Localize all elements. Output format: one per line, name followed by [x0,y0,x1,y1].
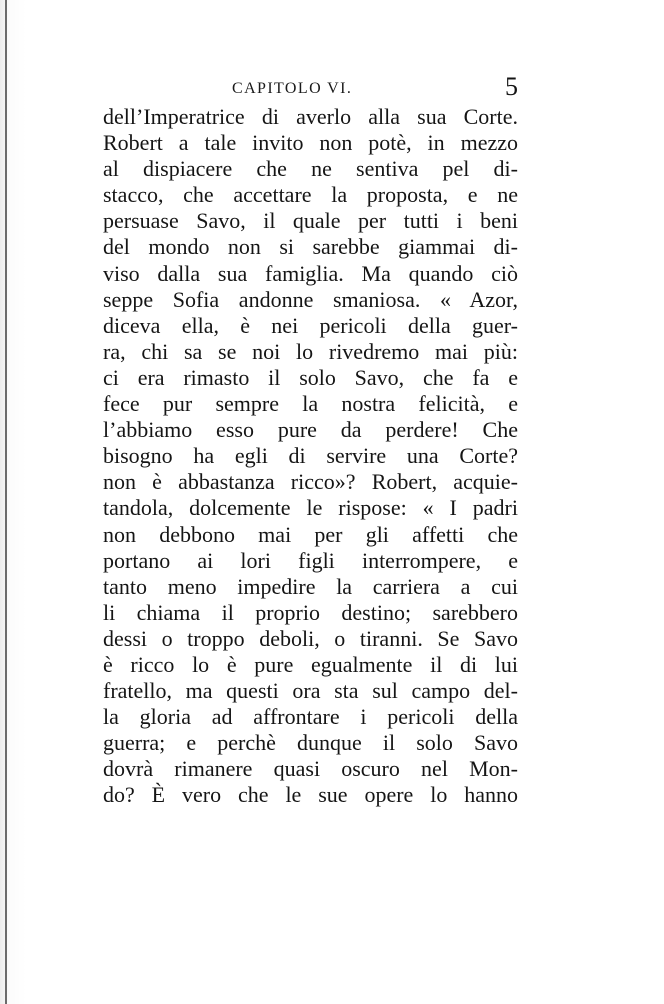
body-text [103,104,518,809]
text-line: li chiama il proprio destino; sarebbero [103,599,518,625]
text-line: del mondo non si sarebbe giammai di- [103,234,518,260]
text-line: diceva ella, è nei pericoli della guer- [103,312,518,338]
page-number: 5 [505,72,518,101]
text-line: bisogno ha egli di servire una Corte? [103,443,518,469]
text-line: dessi o troppo deboli, o tiranni. Se Savo [103,625,518,651]
text-line: fratello, ma questi ora sta sul campo del- [103,678,518,704]
text-line: persuase Savo, il quale per tutti i beni [103,208,518,234]
text-line: portano ai lori figli interrompere, e [103,547,518,573]
text-line: l’abbiamo esso pure da perdere! Che [103,417,518,443]
text-line: stacco, che accettare la proposta, e ne [103,182,518,208]
text-line: la gloria ad affrontare i pericoli della [103,704,518,730]
text-line: non debbono mai per gli affetti che [103,521,518,547]
text-line: Robert a tale invito non potè, in mezzo [103,130,518,156]
text-line: dell’Imperatrice di averlo alla sua Corte. [103,104,518,129]
text-line: tandola, dolcemente le rispose: « I padri [103,495,518,521]
chapter-title: CAPITOLO VI. [232,80,353,97]
running-head [104,74,518,102]
text-line: non è abbastanza ricco»? Robert, acquie- [103,469,518,495]
text-line: guerra; e perchè dunque il solo Savo [103,730,518,756]
text-line: è ricco lo è pure egualmente il di lui [103,651,518,677]
text-line: seppe Sofia andonne smaniosa. « Azor, [103,286,518,312]
text-line: ra, chi sa se noi lo rivedremo mai più: [103,338,518,364]
text-line: viso dalla sua famiglia. Ma quando ciò [103,260,518,286]
binding-edge [5,0,7,1004]
text-line: al dispiacere che ne sentiva pel di- [103,156,518,182]
text-line: do? È vero che le sue opere lo hanno [103,782,518,808]
text-line: tanto meno impedire la carriera a cui [103,573,518,599]
text-line: fece pur sempre la nostra felicità, e [103,391,518,417]
text-line: ci era rimasto il solo Savo, che fa e [103,364,518,390]
text-line: dovrà rimanere quasi oscuro nel Mon- [103,756,518,782]
